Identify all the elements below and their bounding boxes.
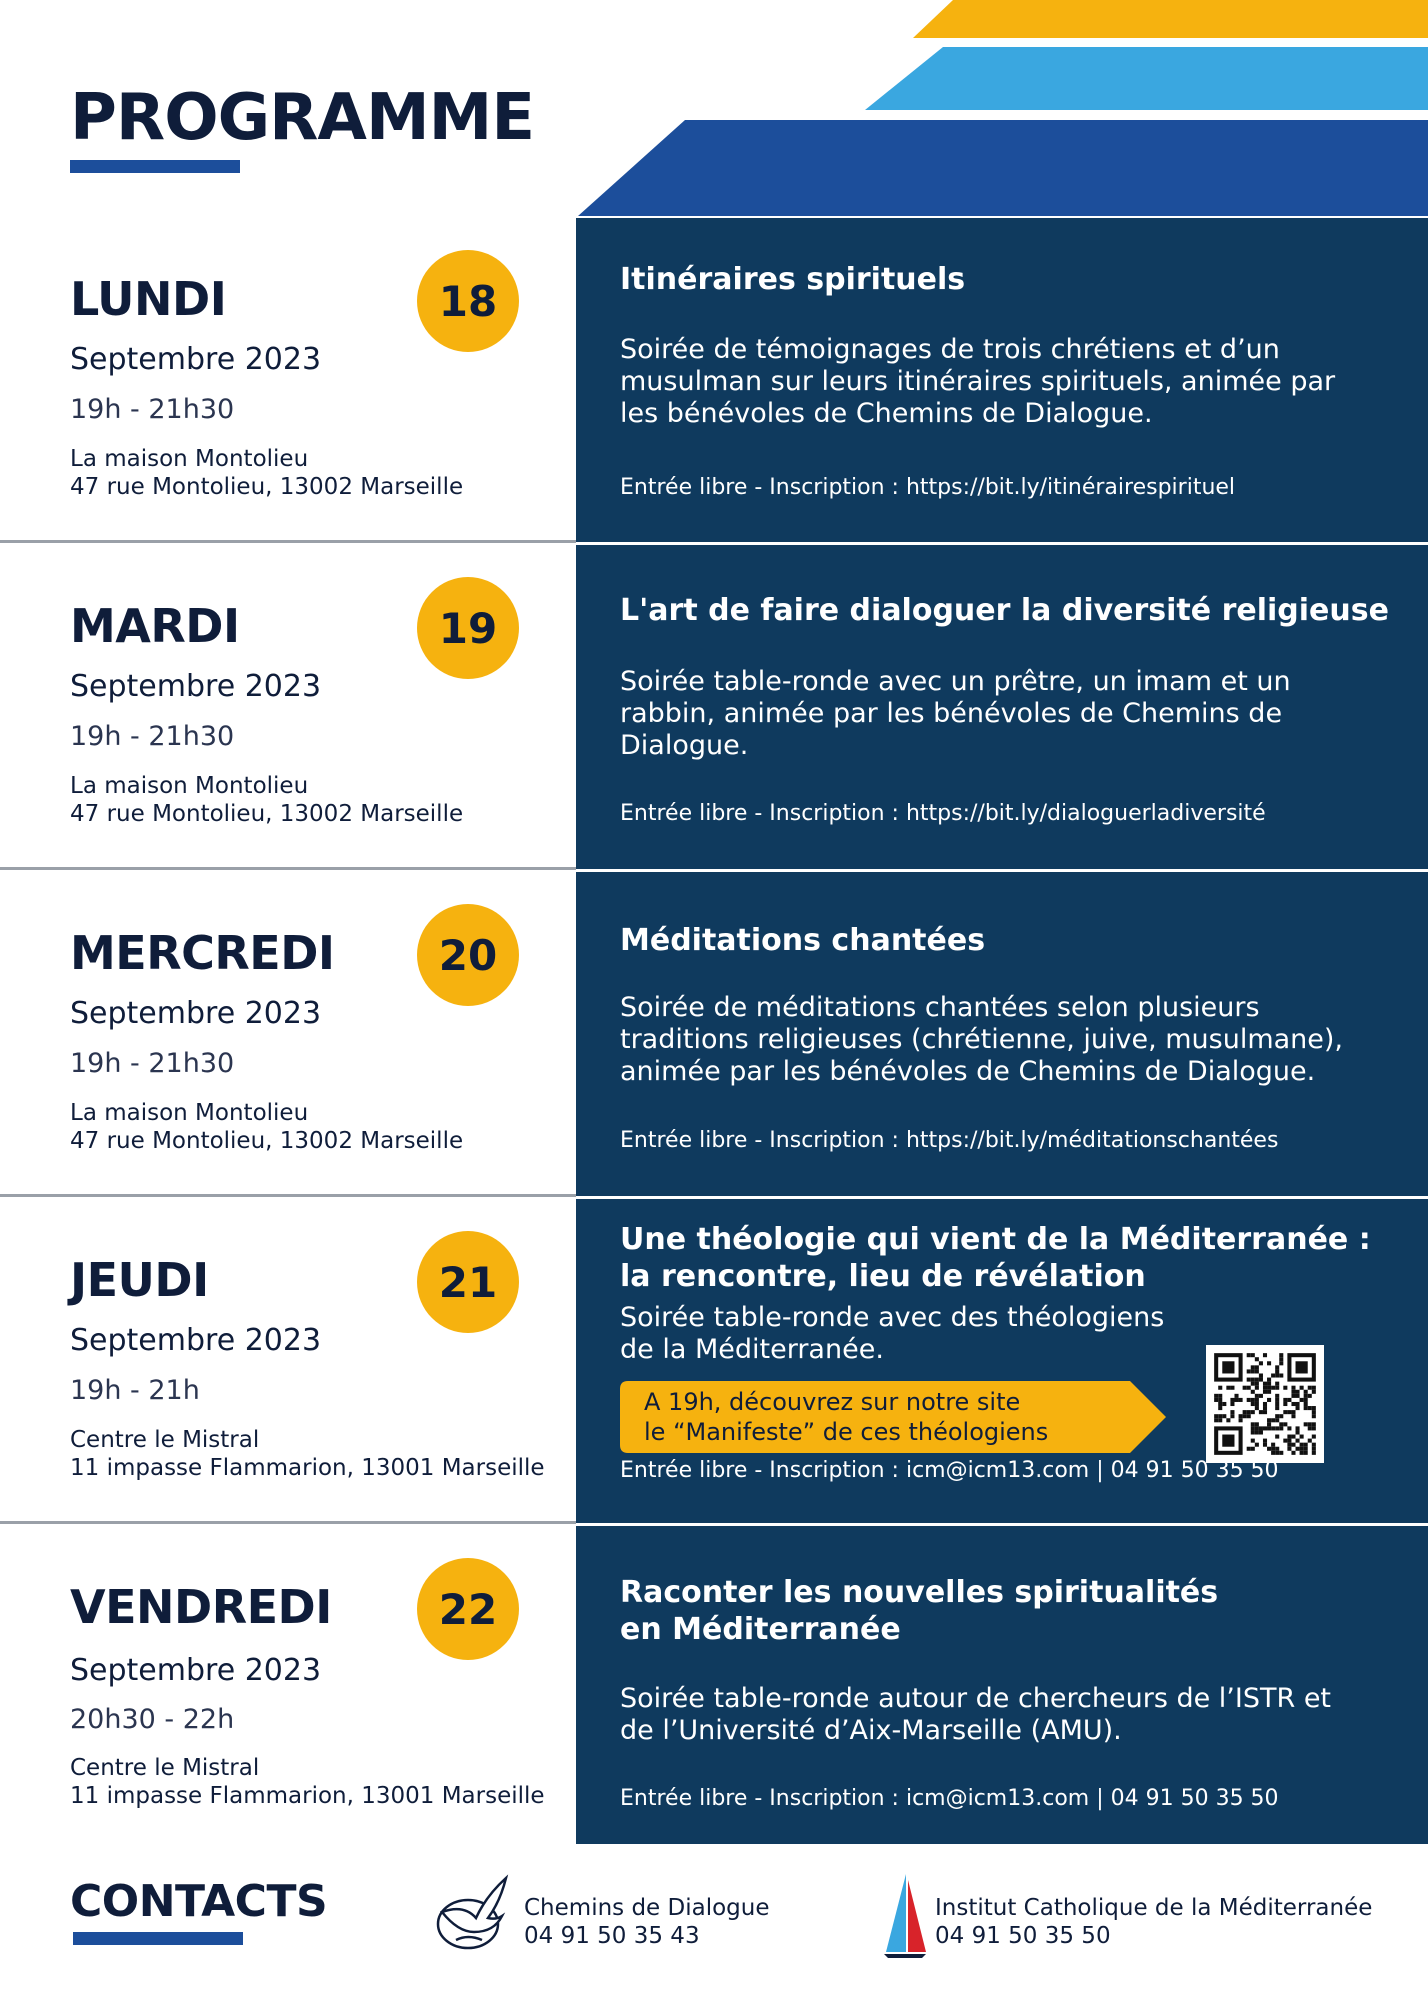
event-panel	[576, 872, 1428, 1196]
row-divider	[0, 1194, 576, 1197]
event-day: MERCREDI	[70, 926, 335, 980]
event-desc-line: Soirée de méditations chantées selon plusieurs	[620, 992, 1260, 1023]
event-row	[0, 872, 1428, 1199]
event-panel	[576, 1526, 1428, 1844]
event-desc-line: traditions religieuses (chrétienne, juive, musulmane),	[620, 1024, 1344, 1055]
venue-address: 11 impasse Flammarion, 13001 Marseille	[70, 1783, 545, 1809]
callout-line: A 19h, découvrez sur notre site	[644, 1388, 1021, 1416]
event-hours: 20h30 - 22h	[70, 1704, 235, 1735]
event-panel	[576, 218, 1428, 542]
row-divider	[0, 540, 576, 543]
event-desc-line: Soirée table-ronde autour de chercheurs de l’ISTR et	[620, 1683, 1332, 1714]
event-desc-line: rabbin, animée par les bénévoles de Chemins de	[620, 698, 1283, 729]
event-desc-line: Soirée de témoignages de trois chrétiens et d’un	[620, 334, 1280, 365]
date-badge: 21	[417, 1231, 519, 1333]
venue-name: Centre le Mistral	[70, 1427, 260, 1453]
contact-name: Institut Catholique de la Méditerranée	[935, 1895, 1373, 1921]
event-desc-line: Dialogue.	[620, 730, 749, 761]
event-registration: Entrée libre - Inscription : https://bit.ly/itinérairespirituel	[620, 475, 1236, 500]
callout-text	[644, 1387, 1048, 1447]
event-desc-line: Soirée table-ronde avec un prêtre, un imam et un	[620, 666, 1291, 697]
date-badge: 18	[417, 250, 519, 352]
event-registration: Entrée libre - Inscription : icm@icm13.com | 04 91 50 35 50	[620, 1786, 1279, 1811]
date-badge: 20	[417, 904, 519, 1006]
event-row	[0, 218, 1428, 545]
event-row	[0, 1526, 1428, 1846]
event-hours: 19h - 21h30	[70, 394, 235, 425]
event-desc-line: animée par les bénévoles de Chemins de Dialogue.	[620, 1056, 1316, 1087]
event-month: Septembre 2023	[70, 1323, 322, 1358]
event-row	[0, 1199, 1428, 1526]
event-registration: Entrée libre - Inscription : icm@icm13.com | 04 91 50 35 50	[620, 1458, 1279, 1483]
event-desc-line: de l’Université d’Aix-Marseille (AMU).	[620, 1715, 1122, 1746]
venue-address: 47 rue Montolieu, 13002 Marseille	[70, 801, 464, 827]
event-panel	[576, 1199, 1428, 1523]
event-month: Septembre 2023	[70, 669, 322, 704]
event-desc-line: musulman sur leurs itinéraires spirituels, animée par	[620, 366, 1336, 397]
venue-name: La maison Montolieu	[70, 446, 309, 472]
event-month: Septembre 2023	[70, 342, 322, 377]
dove-logo-icon	[430, 1874, 512, 1954]
event-title: Méditations chantées	[620, 923, 986, 958]
blue-stripe	[578, 120, 1428, 216]
callout-line: le “Manifeste” de ces théologiens	[644, 1418, 1049, 1446]
event-registration: Entrée libre - Inscription : https://bit.ly/dialoguerladiversité	[620, 801, 1266, 826]
venue-address: 47 rue Montolieu, 13002 Marseille	[70, 1128, 464, 1154]
contact-org-1	[524, 1894, 770, 1950]
contacts-underline	[73, 1932, 243, 1945]
event-month: Septembre 2023	[70, 996, 322, 1031]
venue-address: 11 impasse Flammarion, 13001 Marseille	[70, 1455, 545, 1481]
event-title: Raconter les nouvelles spiritualités	[620, 1575, 1219, 1610]
event-title: L'art de faire dialoguer la diversité religieuse	[620, 593, 1389, 628]
event-title: Itinéraires spirituels	[620, 262, 966, 297]
contacts-title: CONTACTS	[70, 1876, 328, 1927]
event-title: Une théologie qui vient de la Méditerranée :	[620, 1222, 1371, 1257]
venue-name: La maison Montolieu	[70, 773, 309, 799]
event-title-line-2: la rencontre, lieu de révélation	[620, 1259, 1146, 1294]
event-day: LUNDI	[70, 272, 227, 326]
event-title-line-2: en Méditerranée	[620, 1612, 901, 1647]
event-desc-line: de la Méditerranée.	[620, 1334, 884, 1365]
event-registration: Entrée libre - Inscription : https://bit.ly/méditationschantées	[620, 1128, 1279, 1153]
venue-name: La maison Montolieu	[70, 1100, 309, 1126]
date-badge: 19	[417, 577, 519, 679]
qr-code-icon	[1206, 1345, 1324, 1463]
venue-address: 47 rue Montolieu, 13002 Marseille	[70, 474, 464, 500]
event-panel	[576, 545, 1428, 869]
row-divider	[0, 1521, 576, 1524]
date-badge: 22	[417, 1558, 519, 1660]
contact-name: Chemins de Dialogue	[524, 1895, 770, 1921]
event-month: Septembre 2023	[70, 1653, 322, 1688]
event-row	[0, 545, 1428, 872]
event-day: VENDREDI	[70, 1580, 332, 1634]
event-hours: 19h - 21h	[70, 1375, 200, 1406]
sky-stripe	[865, 47, 1428, 110]
event-desc-line: Soirée table-ronde avec des théologiens	[620, 1302, 1165, 1333]
manifesto-callout	[620, 1381, 1166, 1453]
contact-phone: 04 91 50 35 50	[935, 1923, 1111, 1949]
event-day: MARDI	[70, 599, 240, 653]
yellow-stripe	[913, 0, 1428, 38]
event-day: JEUDI	[70, 1253, 209, 1307]
event-hours: 19h - 21h30	[70, 1048, 235, 1079]
title-underline	[70, 160, 240, 173]
header-stripes-decoration	[578, 0, 1428, 216]
page-title: PROGRAMME	[70, 81, 535, 155]
venue-name: Centre le Mistral	[70, 1755, 260, 1781]
sail-logo-icon	[882, 1870, 928, 1958]
event-desc-line: les bénévoles de Chemins de Dialogue.	[620, 398, 1153, 429]
row-divider	[0, 867, 576, 870]
contact-phone: 04 91 50 35 43	[524, 1923, 700, 1949]
event-hours: 19h - 21h30	[70, 721, 235, 752]
contact-org-2	[935, 1894, 1372, 1950]
